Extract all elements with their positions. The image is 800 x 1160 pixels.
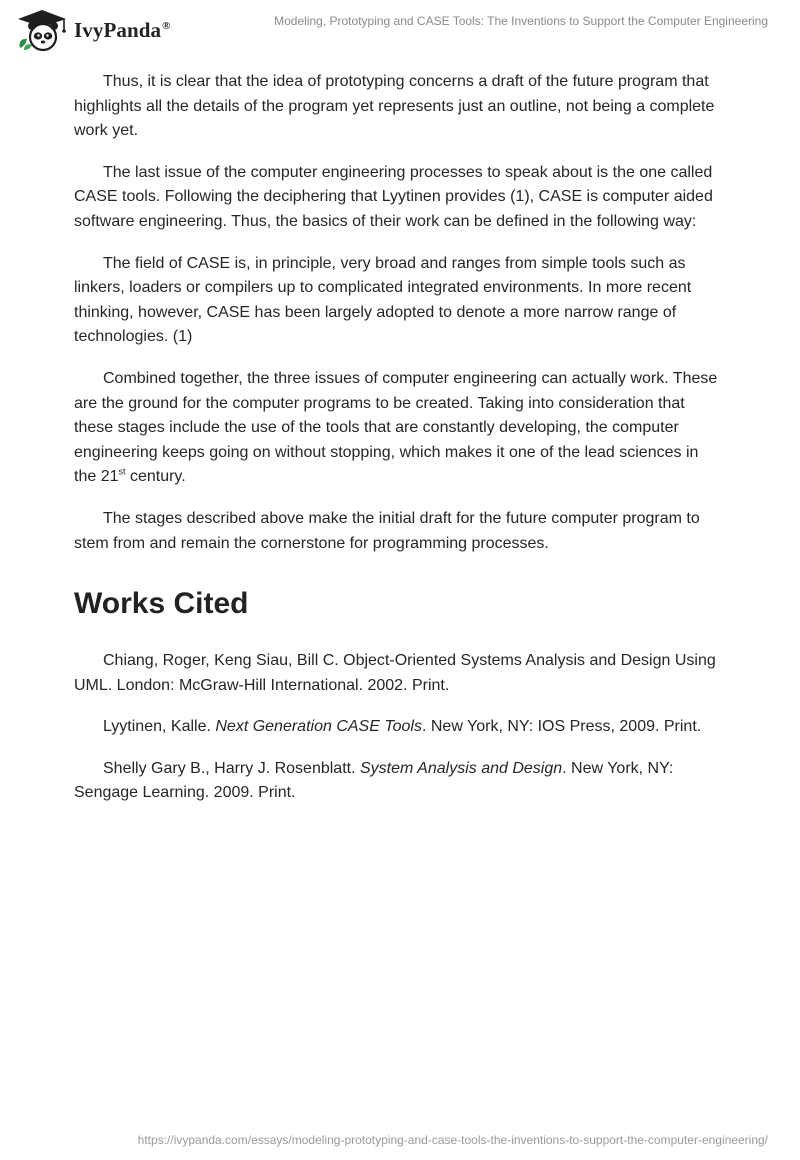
source-url[interactable]: https://ivypanda.com/essays/modeling-prototyping-and-case-tools-the-inventions-to-support-the-computer-engineering/ <box>137 1133 768 1147</box>
citation-lyytinen: Lyytinen, Kalle. Next Generation CASE Tools. New York, NY: IOS Press, 2009. Print. <box>103 718 702 736</box>
ivypanda-logo[interactable] <box>14 8 171 52</box>
paragraph-combined-issues: Combined together, the three issues of computer engineering can actually work. These are the ground for the computer programs to be created. Taking into consideration that these stages include the use of the tools that are constantly developing, the computer engineering keeps going on without stopping, which makes it one of the lead sciences in the 21st century. <box>74 369 718 486</box>
citation-shelly: Shelly Gary B., Harry J. Rosenblatt. System Analysis and Design. New York, NY: Sengage Learning. 2009. Print. <box>74 759 674 802</box>
paragraph-case-tools-intro: The last issue of the computer engineering processes to speak about is the one called CASE tools. Following the deciphering that Lyytinen provides (1), CASE is computer aided software engineering. Thus, the basics of their work can be defined in the following way: <box>74 163 713 230</box>
page-header <box>0 0 800 60</box>
document-title: Modeling, Prototyping and CASE Tools: The Inventions to Support the Computer Engineering <box>274 14 768 28</box>
citation-chiang: Chiang, Roger, Keng Siau, Bill C. Object-Oriented Systems Analysis and Design Using UML. London: McGraw-Hill International. 2002. Print. <box>74 652 716 694</box>
panda-graduate-icon <box>14 8 70 52</box>
works-cited-heading: Works Cited <box>74 587 249 621</box>
paragraph-conclusion: The stages described above make the initial draft for the future computer program to stem from and remain the cornerstone for programming processes. <box>74 509 700 552</box>
essay-content <box>74 70 724 823</box>
paragraph-prototyping-summary: Thus, it is clear that the idea of prototyping concerns a draft of the future program that highlights all the details of the program yet represents just an outline, not being a complete work yet. <box>74 73 715 140</box>
paragraph-case-quote: The field of CASE is, in principle, very broad and ranges from simple tools such as linkers, loaders or compilers up to complicated integrated environments. In more recent thinking, however, CASE has been largely adopted to denote a more narrow range of technologies. (1) <box>74 254 692 346</box>
logo-wordmark: IvyPanda® <box>74 17 171 42</box>
